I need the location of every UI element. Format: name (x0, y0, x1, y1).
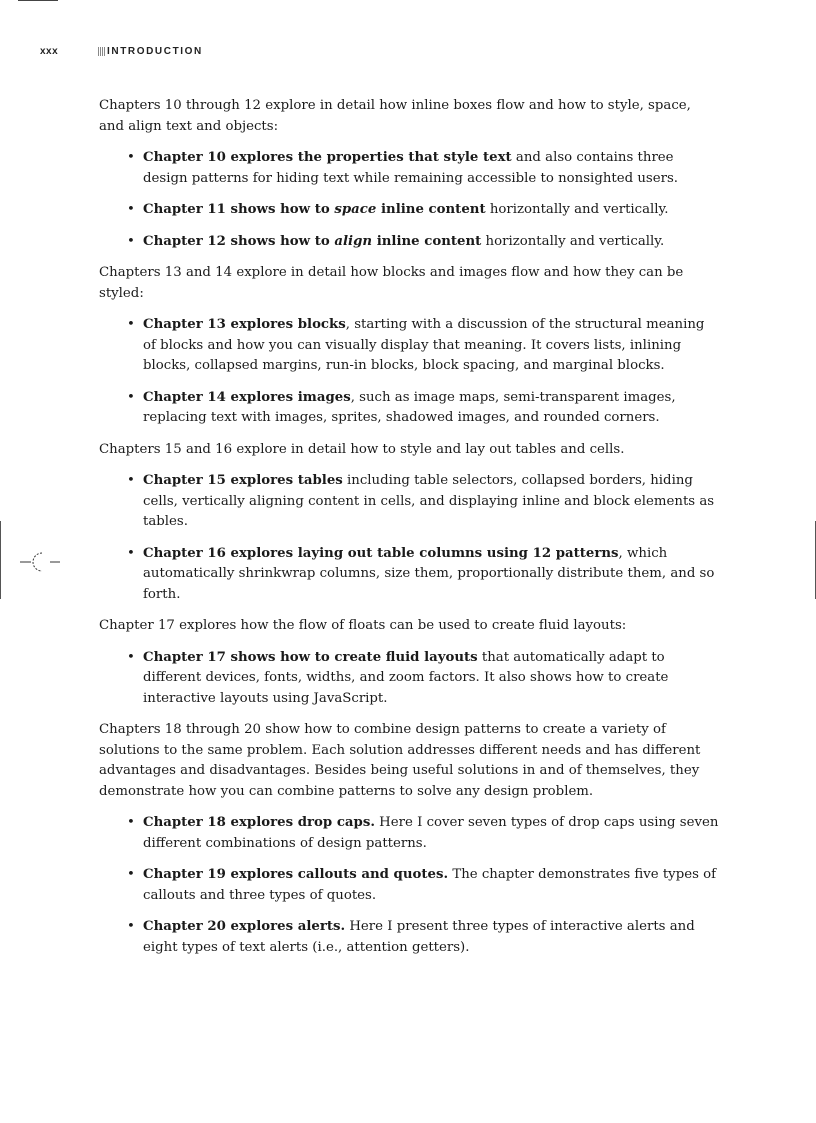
item-text: including table selectors, collapsed borders, hiding cells, vertically aligning content in cells, and displaying inline and block elements as tables. (143, 473, 715, 529)
item-lead-emphasis: space (334, 202, 377, 217)
body-text (99, 96, 719, 969)
item-lead: Chapter 15 explores tables (143, 473, 343, 488)
item-lead-part: inline content (372, 233, 482, 249)
item-text: and also contains three design patterns for hiding text while remaining accessible to nonsighted users. (143, 150, 679, 186)
list-item (99, 315, 719, 377)
item-text: The chapter demonstrates five types of callouts and three types of quotes. (143, 867, 717, 903)
item-lead-emphasis: align (334, 233, 373, 249)
paragraph-intro: Chapter 17 explores how the flow of floats can be used to create fluid layouts: (99, 618, 627, 633)
list-item (99, 232, 719, 253)
margin-rule-left (0, 521, 1, 599)
item-text: horizontally and vertically. (485, 202, 669, 217)
registration-mark-icon (20, 550, 60, 574)
list-item (99, 865, 719, 906)
item-text: Here I cover seven types of drop caps using seven different combinations of design patterns. (143, 815, 719, 851)
item-lead-part: Chapter 12 shows how to (143, 233, 335, 249)
list-item (99, 200, 719, 221)
item-lead: Chapter 18 explores drop caps. (143, 815, 375, 830)
item-text: , such as image maps, semi-transparent images, replacing text with images, sprites, shadowed images, and rounded corners. (143, 389, 676, 425)
running-header (40, 44, 203, 58)
item-lead: Chapter 14 explores images (143, 389, 351, 405)
item-lead: Chapter 20 explores alerts. (143, 919, 346, 934)
item-lead: Chapter 10 explores the properties that style text (143, 150, 512, 165)
section-title: INTRODUCTION (107, 45, 203, 57)
item-lead: Chapter 16 explores laying out table columns using 12 patterns (143, 545, 619, 561)
list-item (99, 813, 719, 854)
item-text: , starting with a discussion of the structural meaning of blocks and how you can visually display that meaning. It covers lists, inlining blocks, collapsed margins, run-in blocks, block spacing, and marginal blocks. (143, 317, 705, 373)
list-item (99, 471, 719, 533)
item-text: , which automatically shrinkwrap columns, size them, proportionally distribute them, and so forth. (143, 545, 715, 602)
item-lead-part: inline content (376, 202, 486, 217)
bullet-list (99, 315, 719, 429)
paragraph-intro: Chapters 15 and 16 explore in detail how to style and lay out tables and cells. (99, 441, 625, 457)
list-item (99, 917, 719, 958)
list-item (99, 148, 719, 189)
paragraph-intro: Chapters 18 through 20 show how to combine design patterns to create a variety of solutions to the same problem. Each solution addresses different needs and has different advantages and disadvantages. Besides being useful solutions in and of themselves, they demonstrate how you can combine patterns to solve any design problem. (99, 722, 701, 799)
paragraph-intro: Chapters 13 and 14 explore in detail how blocks and images flow and how they can be styled: (99, 265, 684, 301)
bullet-list (99, 813, 719, 958)
item-text: that automatically adapt to different devices, fonts, widths, and zoom factors. It also shows how to create interactive layouts using JavaScript. (143, 649, 669, 706)
item-text: horizontally and vertically. (481, 233, 665, 249)
item-lead: Chapter 17 shows how to create fluid layouts (143, 649, 478, 665)
header-marker (98, 47, 105, 56)
bullet-list (99, 471, 719, 605)
list-item (99, 544, 719, 606)
item-lead: Chapter 19 explores callouts and quotes. (143, 867, 449, 882)
bullet-list (99, 648, 719, 710)
item-lead-part: Chapter 11 shows how to (143, 202, 335, 217)
crop-mark-top (18, 0, 58, 1)
item-lead: Chapter 13 explores blocks (143, 317, 346, 332)
item-lead (143, 234, 481, 249)
bullet-list (99, 148, 719, 252)
paragraph-intro: Chapters 10 through 12 explore in detail how inline boxes flow and how to style, space, and align text and objects: (99, 98, 691, 134)
item-lead (143, 202, 486, 217)
page-number: xxx (40, 45, 59, 57)
item-text: Here I present three types of interactive alerts and eight types of text alerts (i.e., attention getters). (143, 919, 695, 955)
list-item (99, 388, 719, 429)
list-item (99, 648, 719, 710)
